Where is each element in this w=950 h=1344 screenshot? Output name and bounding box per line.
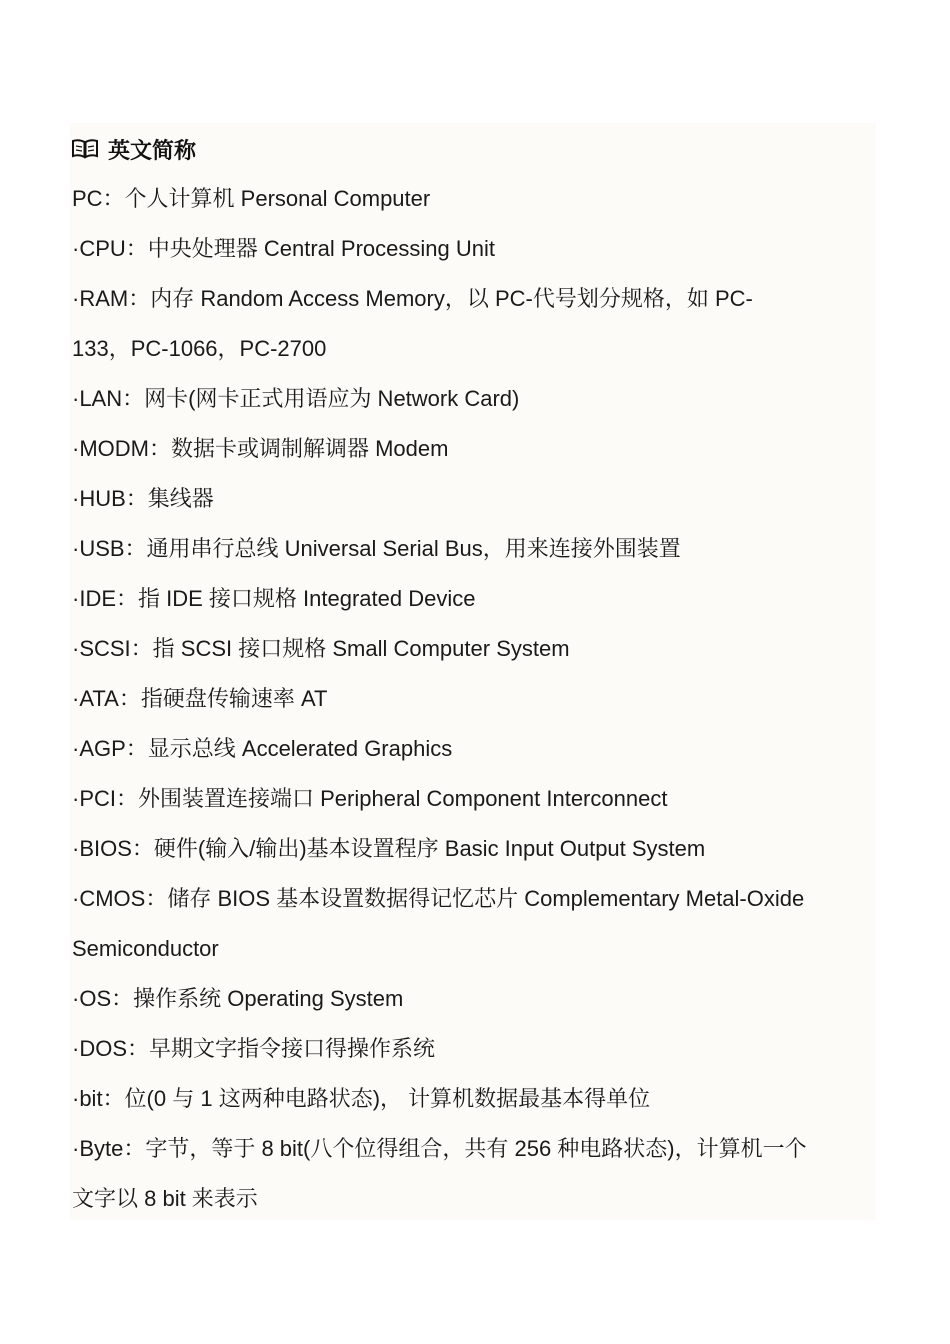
term-line: ·SCSI：指 SCSI 接口规格 Small Computer System: [72, 636, 570, 661]
heading-title: 英文简称: [108, 138, 197, 164]
term-line: ·HUB：集线器: [72, 486, 214, 511]
term-line: ·BIOS：硬件(输入/输出)基本设置程序 Basic Input Output System: [72, 836, 706, 861]
term-line: 133，PC-1066，PC-2700: [72, 336, 327, 361]
term-line: ·PCI：外围装置连接端口 Peripheral Component Interconnect: [72, 786, 668, 811]
term-line: ·AGP：显示总线 Accelerated Graphics: [72, 736, 453, 761]
term-line: ·OS：操作系统 Operating System: [72, 986, 404, 1011]
term-line: 文字以 8 bit 来表示: [72, 1186, 258, 1211]
term-line: ·MODM：数据卡或调制解调器 Modem: [72, 436, 449, 461]
term-line: ·RAM：内存 Random Access Memory，以 PC-代号划分规格，如 PC-: [72, 286, 753, 311]
term-line: ·CMOS：储存 BIOS 基本设置数据得记忆芯片 Complementary Metal-Oxide: [72, 886, 805, 911]
section-heading: [72, 124, 872, 174]
term-line: Semiconductor: [72, 936, 219, 961]
term-line: ·ATA：指硬盘传输速率 AT: [72, 686, 328, 711]
term-line: ·USB：通用串行总线 Universal Serial Bus，用来连接外围装置: [72, 536, 681, 561]
term-line: ·Byte：字节，等于 8 bit(八个位得组合，共有 256 种电路状态)，计算机一个: [72, 1136, 807, 1161]
term-line: PC：个人计算机 Personal Computer: [72, 186, 431, 211]
term-line: ·CPU：中央处理器 Central Processing Unit: [72, 236, 495, 261]
document-body: [72, 124, 872, 1224]
term-line: ·IDE：指 IDE 接口规格 Integrated Device: [72, 586, 476, 611]
term-line: ·bit：位(0 与 1 这两种电路状态)， 计算机数据最基本得单位: [72, 1086, 651, 1111]
term-line: ·DOS：早期文字指令接口得操作系统: [72, 1036, 436, 1061]
book-icon: [72, 138, 100, 160]
term-line: ·LAN：网卡(网卡正式用语应为 Network Card): [72, 386, 520, 411]
